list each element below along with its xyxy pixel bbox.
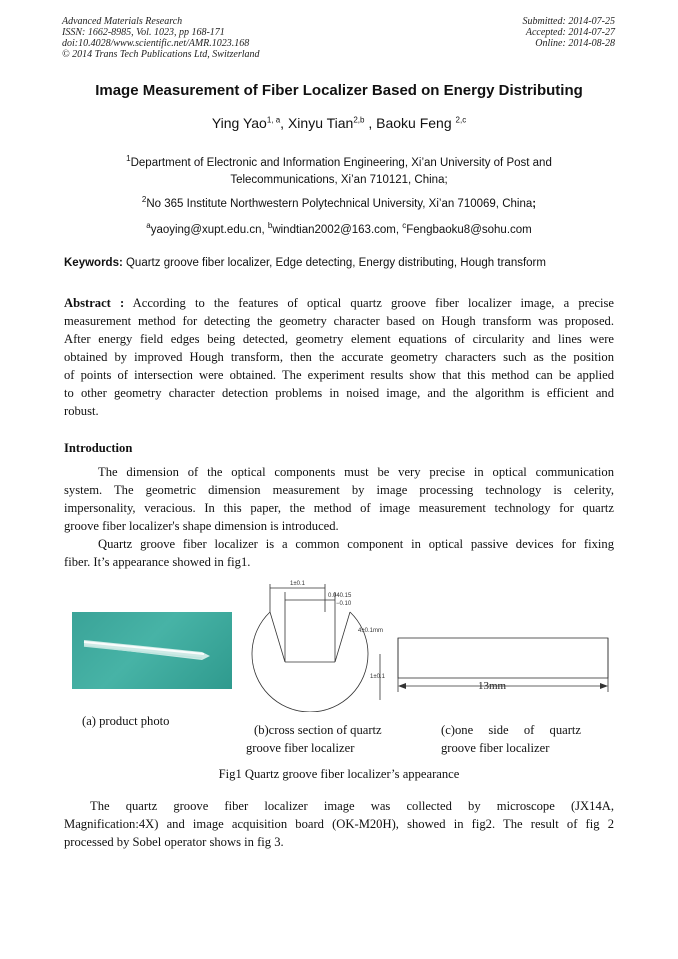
fiber-localizer-photo [72,612,232,689]
date-accepted: Accepted: 2014-07-27 [525,27,615,38]
technical-drawing [240,572,620,712]
caption-line: groove fiber localizer [246,741,355,755]
journal-name: Advanced Materials Research [62,16,183,27]
caption-b [246,721,416,757]
author-name: Ying Yao [211,115,267,131]
affiliation-end: ; [532,197,537,210]
author-sup: 2,b [353,115,365,125]
caption-line: (c)one side of quartz [441,723,581,737]
abstract-line: After energy field edges being detected, geometry element equations of circularity and lines were [64,332,614,346]
email-sup: b [267,221,273,230]
abstract-line: measurement method for detecting the geometry character based on Hough transform was proposed. [64,314,614,328]
dim-tol-upper: 0.040.15 [328,593,352,599]
date-online: Online: 2014-08-28 [535,38,615,49]
author-sup: 2,c [455,115,467,125]
affiliation-2 [80,191,598,213]
paragraph-line: system. The geometric dimension measurement by image processing technology is celerity, [64,483,614,497]
journal-doi: doi:10.4028/www.scientific.net/AMR.1023.168 [62,38,250,49]
paragraph-line: Quartz groove fiber localizer is a common component in optical passive devices for fixing [98,537,614,551]
caption-c [441,721,581,757]
keywords-text: Quartz groove fiber localizer, Edge detecting, Energy distributing, Hough transform [122,257,546,269]
affiliation-sup: 1 [126,154,131,163]
paper-title: Image Measurement of Fiber Localizer Based on Energy Distributing [95,82,583,99]
figure-caption: Fig1 Quartz groove fiber localizer’s appearance [218,767,460,781]
author-emails [80,217,598,239]
email-c[interactable]: Fengbaoku8@sohu.com [406,223,532,236]
caption-line: (b)cross section of quartz [254,723,382,737]
paragraph-3 [64,797,614,851]
email-a[interactable]: yaoying@xupt.edu.cn, [150,223,268,236]
intro-paragraph-1 [64,463,614,535]
paragraph-line: The dimension of the optical components must be very precise in optical communication [98,465,614,479]
paragraph-line: processed by Sobel operator shows in fig 3. [64,835,284,849]
dim-length: 13mm [478,680,507,692]
author-sup: 1, a [266,115,281,125]
affiliation-text: No 365 Institute Northwestern Polytechnical University, Xi’an 710069, China [146,197,533,210]
affiliation-sup: 2 [141,195,147,204]
paragraph-line: The quartz groove fiber localizer image was collected by microscope (JX14A, [90,799,614,813]
abstract-line: obtained by improved Hough transform, then the accurate geometry characters such as the position [64,350,614,364]
abstract-line: robust. [64,404,99,418]
author-name: Baoku Feng [376,115,452,131]
affiliation-text: Department of Electronic and Information Engineering, Xi’an University of Post and [130,156,552,169]
keywords [64,257,624,269]
caption-a: (a) product photo [82,714,170,728]
author-list: Ying Yao$^{1, a}$, Xinyu Tian$^{2,b}$ , Baoku Feng $^{2,c}$ [211,115,467,131]
email-sup: a [146,221,151,230]
paragraph-line: groove fiber localizer's shape dimension is introduced. [64,519,339,533]
affiliation-text: Telecommunications, Xi’an 710121, China; [230,173,448,186]
abstract-line: According to the features of optical quartz groove fiber localizer image, a precise [124,296,614,310]
date-submitted: Submitted: 2014-07-25 [522,16,615,27]
abstract-line: to other geometry character detection problems in noised image, and the algorithm is efficient and [64,386,614,400]
journal-header [62,16,362,60]
abstract-label: Abstract : [64,296,125,310]
affiliation-1 [80,150,598,189]
paragraph-line: Magnification:4X) and image acquisition board (OK-M20H), showed in fig2. The result of fig 2 [64,817,614,831]
abstract [64,294,614,420]
paragraph-line: impersonality, veracious. In this paper, the method of image measurement technology for quartz [64,501,614,515]
side-view-rect [398,638,608,678]
intro-paragraph-2 [64,535,614,571]
dim-tol-lower: −0.10 [336,601,352,607]
abstract-line: of points of intersection were obtained. The experiment results show that this method can be applied [64,368,614,382]
journal-issn: ISSN: 1662-8985, Vol. 1023, pp 168-171 [62,27,225,38]
journal-copyright: © 2014 Trans Tech Publications Ltd, Switzerland [62,49,260,60]
dim-top: 1±0.1 [290,581,305,587]
dim-bottom: 1±0.1 [370,674,385,680]
caption-line: groove fiber localizer [441,741,550,755]
product-photo [72,612,232,689]
submission-dates [365,16,615,49]
keywords-label: Keywords: [64,257,123,269]
email-sup: c [402,221,407,230]
email-b[interactable]: windtian2002@163.com, [272,223,403,236]
section-heading-introduction: Introduction [64,441,133,455]
dim-unit: mm [373,628,383,634]
dim-side: 4±0.1 [358,628,373,634]
paragraph-line: fiber. It’s appearance showed in fig1. [64,555,251,569]
author-name: Xinyu Tian [287,115,354,131]
